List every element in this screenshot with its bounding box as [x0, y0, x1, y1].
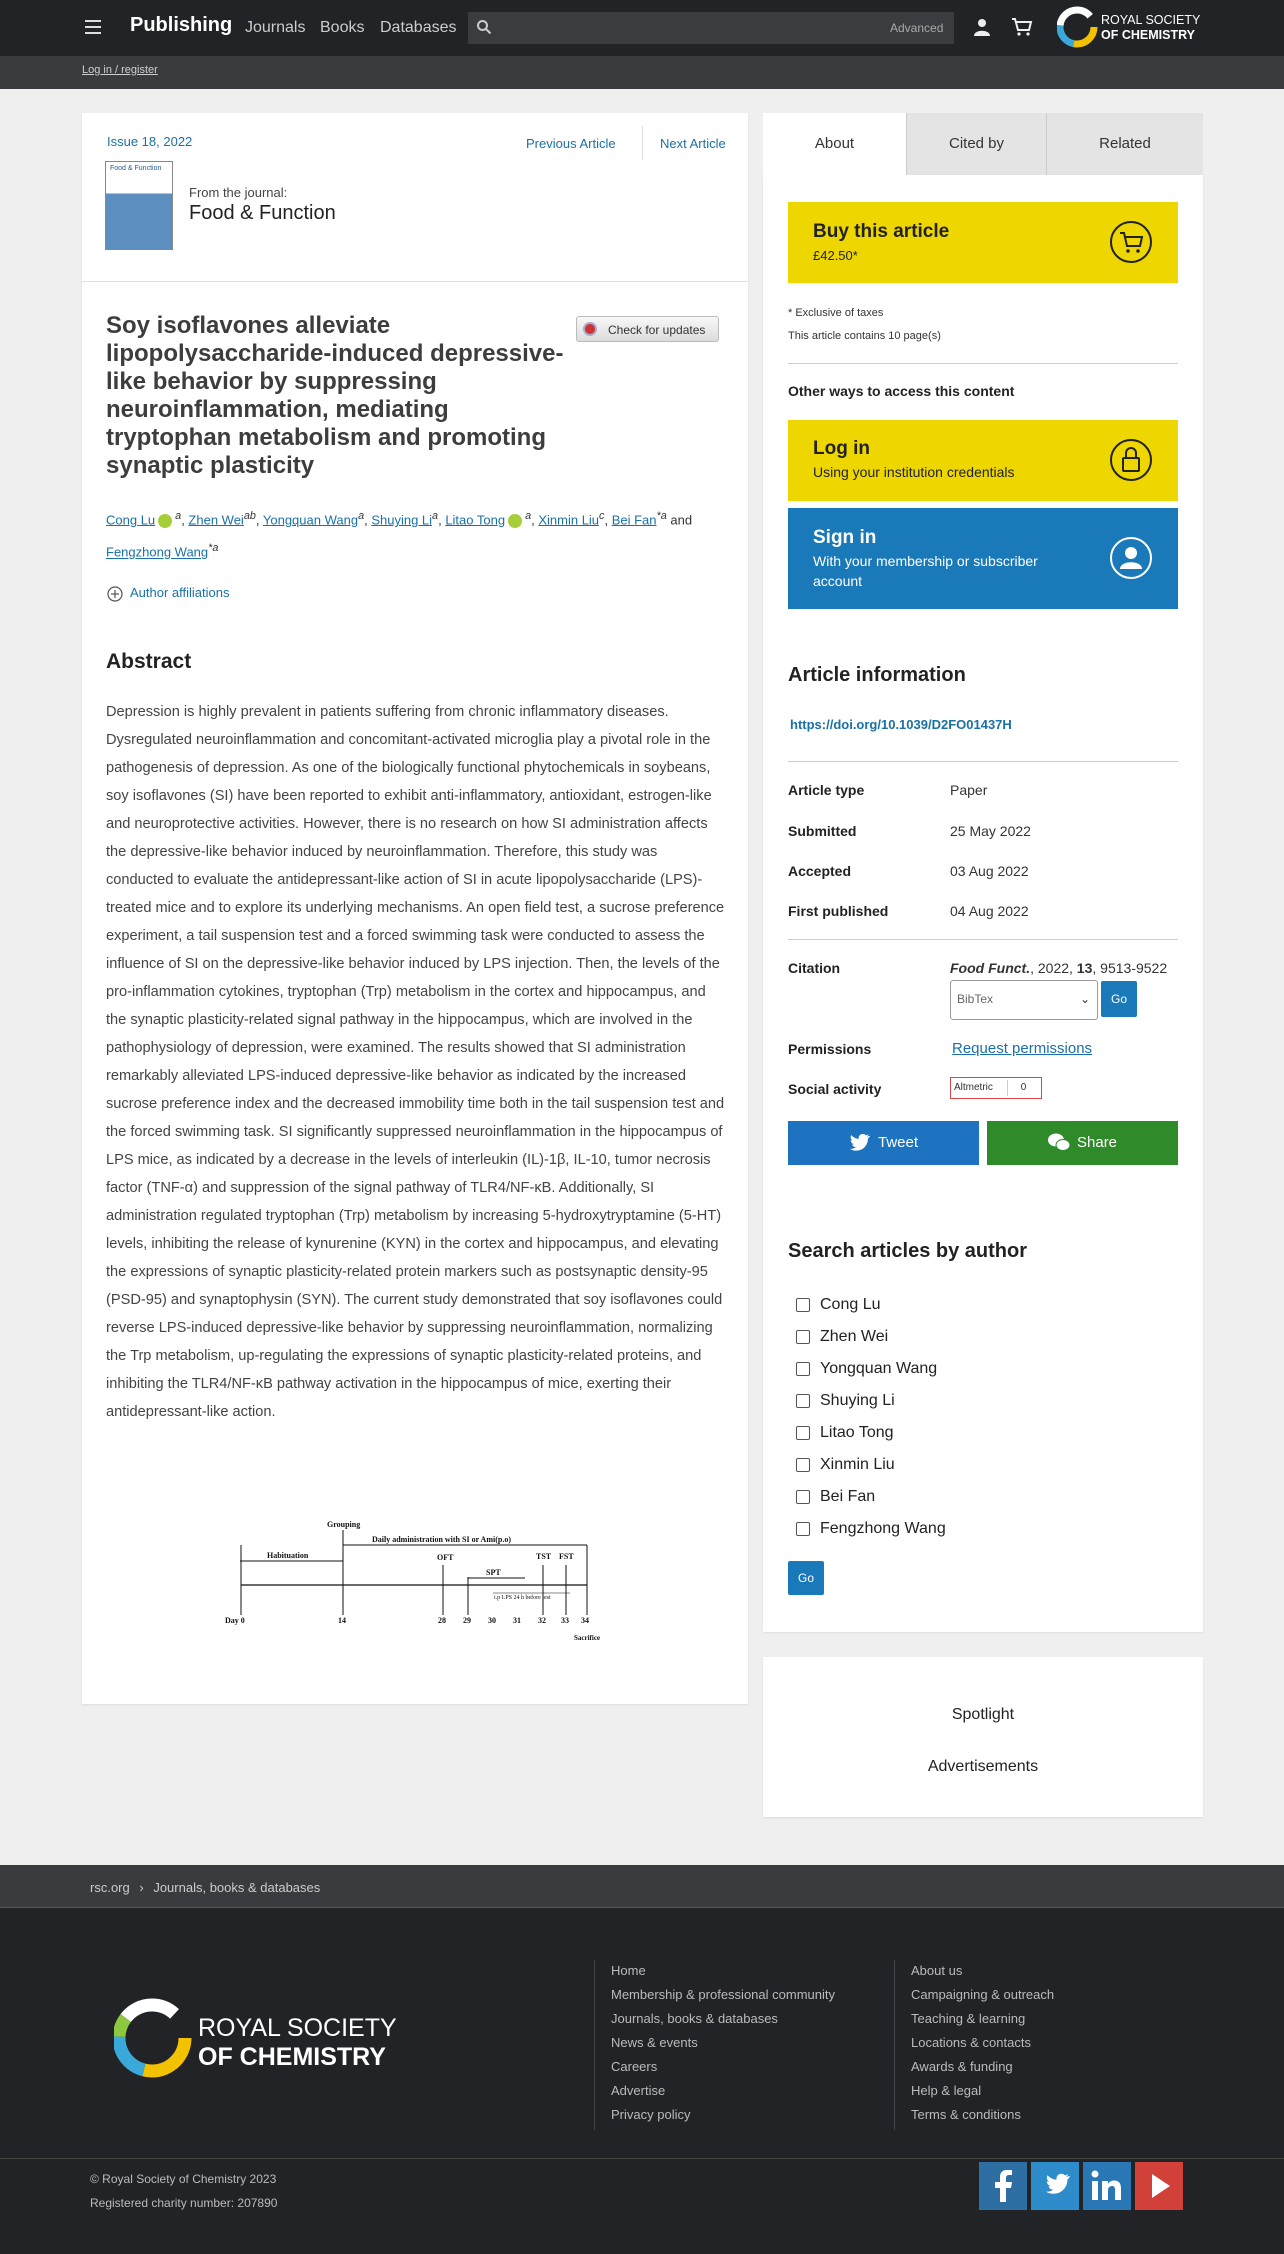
footer-link-home[interactable]: Home	[611, 1963, 646, 1978]
author-affiliation-sup: *a	[208, 542, 219, 555]
author-name: Xinmin Liu	[820, 1456, 895, 1473]
social-activity-label: Social activity	[788, 1081, 882, 1097]
fig-day14: 14	[338, 1616, 346, 1625]
footer-link-careers[interactable]: Careers	[611, 2059, 658, 2074]
footer-link-locations[interactable]: Locations & contacts	[911, 2035, 1031, 2050]
author-name: Fengzhong Wang	[820, 1520, 946, 1537]
divider	[594, 1960, 595, 2130]
twitter-icon	[850, 1134, 870, 1151]
footer-link-about[interactable]: About us	[911, 1963, 963, 1978]
fig-habituation: Habituation	[267, 1551, 309, 1560]
tab-cited-by[interactable]: Cited by	[906, 113, 1046, 175]
search-authors-go-button[interactable]: Go	[788, 1561, 824, 1595]
cover-title: Food & Function	[110, 165, 162, 172]
buy-title: Buy this article	[813, 221, 950, 242]
advertisements-label: Advertisements	[927, 1758, 1039, 1775]
altmetric-badge[interactable]	[950, 1077, 1042, 1099]
fig-spt: SPT	[486, 1568, 501, 1577]
divider	[642, 126, 643, 160]
author-name: Cong Lu	[820, 1296, 881, 1313]
check-for-updates-button[interactable]	[576, 316, 719, 342]
citation-journal: Food Funct.	[950, 960, 1031, 976]
tab-about[interactable]: About	[763, 113, 906, 175]
altmetric-count: 0	[1007, 1080, 1039, 1096]
search-icon[interactable]	[476, 19, 492, 35]
tweet-label: Tweet	[878, 1134, 919, 1151]
orcid-icon[interactable]	[508, 514, 522, 528]
publishing-brand[interactable]: Publishing	[130, 14, 233, 36]
author-link[interactable]: Xinmin Liu	[538, 512, 600, 528]
author-link[interactable]: Shuying Li	[371, 512, 433, 528]
author-checkbox[interactable]	[796, 1490, 810, 1504]
tweet-button[interactable]	[788, 1121, 979, 1165]
rsc-logo-top[interactable]	[1057, 6, 1205, 48]
author-link[interactable]: Zhen Wei	[188, 512, 244, 528]
sidebar-tabs	[763, 113, 1203, 175]
copyright-text: © Royal Society of Chemistry 2023	[90, 2172, 277, 2186]
twitter-icon[interactable]	[1031, 2162, 1079, 2210]
footer-link-membership[interactable]: Membership & professional community	[611, 1987, 835, 2002]
divider	[788, 761, 1178, 762]
permissions-label: Permissions	[788, 1041, 872, 1057]
author-checkbox[interactable]	[796, 1458, 810, 1472]
divider	[894, 1960, 895, 2130]
author-affiliation-sup: *a	[656, 510, 667, 522]
footer-logo-text-2: OF CHEMISTRY	[198, 2043, 386, 2071]
footer-link-privacy[interactable]: Privacy policy	[611, 2107, 691, 2122]
issue-link[interactable]: Issue 18, 2022	[107, 134, 193, 149]
share-label: Share	[1077, 1134, 1118, 1151]
doi-link[interactable]: https://doi.org/10.1039/D2FO01437H	[790, 717, 1012, 732]
footer-link-advertise[interactable]: Advertise	[611, 2083, 666, 2098]
submitted-label: Submitted	[788, 823, 857, 839]
author-link[interactable]: Yongquan Wang	[262, 512, 359, 528]
author-affiliation-sup: c	[599, 510, 605, 522]
author-affiliation-sup: a	[525, 510, 532, 522]
footer-link-terms[interactable]: Terms & conditions	[911, 2107, 1021, 2122]
lock-icon	[1109, 438, 1153, 482]
request-permissions-link[interactable]: Request permissions	[952, 1040, 1093, 1057]
and-word: and	[670, 512, 693, 528]
signin-subtitle: With your membership or subscriber account	[813, 553, 1038, 589]
fig-daily: Daily administration with SI or Ami(p.o)	[372, 1535, 511, 1544]
previous-article-link[interactable]: Previous Article	[526, 136, 616, 151]
user-icon[interactable]	[972, 17, 992, 37]
logo-text-2: OF CHEMISTRY	[1101, 28, 1195, 42]
fig-oft: OFT	[437, 1553, 454, 1562]
cart-icon[interactable]	[1011, 17, 1033, 37]
nav-databases[interactable]: Databases	[380, 19, 457, 36]
author-affiliation-sup: a	[432, 510, 439, 522]
author-link[interactable]: Litao Tong	[445, 512, 506, 528]
signin-title: Sign in	[813, 527, 877, 548]
footer-link-news[interactable]: News & events	[611, 2035, 698, 2050]
from-journal-label: From the journal:	[189, 185, 288, 200]
fig-day33: 33	[561, 1616, 569, 1625]
pages-note: This article contains 10 page(s)	[788, 330, 941, 342]
fig-lps: i.p LPS 24 h before test	[494, 1595, 551, 1601]
search-input[interactable]	[468, 12, 954, 44]
article-information-heading: Article information	[788, 664, 966, 686]
citation-value	[950, 960, 1167, 976]
fig-fst: FST	[559, 1552, 574, 1561]
youtube-icon[interactable]	[1135, 2162, 1183, 2210]
submitted-value: 25 May 2022	[950, 823, 1031, 839]
abstract-heading: Abstract	[106, 650, 192, 673]
fig-sacrifice: Sacrifice	[574, 1634, 601, 1642]
fig-day31: 31	[513, 1616, 521, 1625]
nav-journals[interactable]: Journals	[245, 19, 306, 36]
footer-link-campaigning[interactable]: Campaigning & outreach	[911, 1987, 1055, 2002]
author-name: Shuying Li	[820, 1392, 895, 1409]
breadcrumb-rsc[interactable]: rsc.org	[90, 1880, 130, 1895]
author-checkbox[interactable]	[796, 1298, 810, 1312]
footer-link-teaching[interactable]: Teaching & learning	[911, 2011, 1026, 2026]
sub-bar	[0, 56, 1284, 89]
orcid-icon[interactable]	[158, 514, 172, 528]
check-updates-label: Check for updates	[608, 323, 706, 337]
accepted-value: 03 Aug 2022	[950, 863, 1029, 879]
linkedin-icon[interactable]	[1083, 2162, 1131, 2210]
nav-books[interactable]: Books	[320, 19, 365, 36]
login-title: Log in	[813, 438, 870, 459]
journal-name[interactable]: Food & Function	[189, 202, 336, 224]
login-subtitle: Using your institution credentials	[813, 464, 1015, 480]
fig-day28: 28	[438, 1616, 446, 1625]
spotlight-label: Spotlight	[951, 1706, 1015, 1723]
author-checkbox[interactable]	[796, 1362, 810, 1376]
abstract-text: Depression is highly prevalent in patients suffering from chronic inflammatory diseases. Dysregulated neuroinflammation and concomitant-activated microglia play a pivotal role in the pathogenesis of depression. As one of the biologically functional phytochemicals in soybeans, soy isoflavones (SI) have been reported to exhibit anti-inflammatory, antioxidant, estrogen-like and neuroprotective activities. However, there is no research on how SI administration affects the depressive-like behavior induced by neuroinflammation. Therefore, this study was conducted to evaluate the antidepressant-like action of SI in acute lipopolysaccharide (LPS)-treated mice and to explore its underlying mechanisms. An open field test, a sucrose preference experiment, a tail suspension test and a forced swimming task were conducted to assess the influence of SI on the depressive-like behavior induced by LPS injection. Then, the levels of the pro-inflammation cytokines, tryptophan (Trp) metabolism in the cortex and hippocampus, and the synaptic plasticity-related signal pathway in the hippocampus, which are involved in the pathophysiology of depression, were examined. The results showed that SI administration remarkably alleviated LPS-induced depressive-like behavior as indicated by the increased sucrose preference index and the decreased immobility time both in the tail suspension test and the forced swimming task. SI significantly suppressed neuroinflammation in the hippocampus of LPS mice, as indicated by a decrease in the levels of interleukin (IL)-1β, IL-10, tumor necrosis factor (TNF-α) and suppression of the signal pathway of TLR4/NF-κB. Additionally, SI administration regulated tryptophan (Trp) metabolism by increasing 5-hydroxytryptamine (5-HT) levels, inhibiting the release of kynurenine (KYN) in the cortex and hippocampus, and elevating the expressions of synaptic plasticity-related protein markers such as postsynaptic density-95 (PSD-95) and synaptophysin (SYN). The current study demonstrated that soy isoflavones could reverse LPS-induced depressive-like behavior by suppressing neuroinflammation, normalizing the Trp metabolism, up-regulating the expressions of synaptic plasticity-related proteins, and inhibiting the TLR4/NF-κB pathway activation in the hippocampus of mice, exerting their antidepressant-like action.	[106, 704, 725, 1420]
author-name: Zhen Wei	[820, 1328, 889, 1345]
divider	[788, 939, 1178, 940]
author-affiliation-sup: a	[175, 510, 182, 522]
footer-logo-text-1: ROYAL SOCIETY	[198, 2014, 397, 2042]
advanced-search-link[interactable]: Advanced	[890, 21, 944, 35]
buy-price: £42.50*	[813, 248, 858, 263]
fig-day34: 34	[581, 1616, 589, 1625]
first-published-label: First published	[788, 903, 889, 919]
author-affiliation-sup: a	[358, 510, 365, 522]
breadcrumb-journals[interactable]: Journals, books & databases	[153, 1880, 321, 1895]
expand-plus-icon[interactable]	[107, 586, 123, 602]
author-checkbox[interactable]	[796, 1394, 810, 1408]
citation-label: Citation	[788, 960, 841, 976]
citation-year: , 2022,	[1030, 960, 1077, 976]
author-checkbox[interactable]	[796, 1426, 810, 1440]
author-affiliation-sup: ab	[243, 510, 256, 522]
accepted-label: Accepted	[788, 863, 852, 879]
author-list: Cong Lu $^a$, Zhen Wei$^{ab}$, Yongquan Wang$^a$, Shuying Li$^a$, Litao Tong $^a$, Xinmin Liu$^c$, Bei Fan$^{*a}$ and Fengzhong Wang$^{*a}$	[106, 510, 693, 560]
graphical-abstract-figure[interactable]	[225, 1515, 610, 1645]
footer-breadcrumb	[90, 1880, 320, 1895]
author-name: Litao Tong	[820, 1424, 894, 1441]
tab-related[interactable]: Related	[1046, 113, 1203, 175]
fig-day0: Day 0	[225, 1616, 245, 1625]
footer-link-journals[interactable]: Journals, books & databases	[611, 2011, 778, 2026]
author-checkbox[interactable]	[796, 1330, 810, 1344]
breadcrumb-separator: ›	[139, 1880, 144, 1895]
exclusive-taxes-note: * Exclusive of taxes	[788, 307, 884, 319]
article-title: Soy isoflavones alleviate lipopolysaccharide-induced depressive-like behavior by suppressing neuroinflammation, mediating tryptophan metabolism and promoting synaptic plasticity	[106, 312, 564, 479]
citation-pages: , 9513-9522	[1092, 960, 1168, 976]
divider	[0, 2158, 1284, 2159]
menu-icon[interactable]	[85, 20, 101, 34]
rsc-logo-footer[interactable]	[114, 1995, 424, 2081]
article-type-label: Article type	[788, 782, 865, 798]
crossmark-icon	[583, 322, 597, 336]
fig-day30: 30	[488, 1616, 496, 1625]
citation-format-select[interactable]	[950, 980, 1098, 1020]
fig-grouping: Grouping	[327, 1520, 361, 1529]
first-published-value: 04 Aug 2022	[950, 903, 1029, 919]
citation-volume: 13	[1076, 960, 1093, 976]
search-by-author-heading: Search articles by author	[788, 1240, 1027, 1262]
charity-number: Registered charity number: 207890	[90, 2196, 278, 2210]
login-register-link[interactable]: Log in / register	[82, 64, 158, 76]
altmetric-label: Altmetric	[954, 1082, 993, 1093]
footer-link-help[interactable]: Help & legal	[911, 2083, 982, 2098]
other-ways-heading: Other ways to access this content	[788, 383, 1015, 399]
divider	[82, 281, 748, 282]
cart-icon	[1109, 220, 1153, 264]
citation-format-value: BibTex	[957, 992, 994, 1006]
citation-go-button[interactable]: Go	[1101, 981, 1137, 1017]
user-icon	[1109, 536, 1153, 580]
author-name: Bei Fan	[820, 1488, 876, 1505]
share-button[interactable]	[987, 1121, 1178, 1165]
author-link[interactable]: Cong Lu	[106, 512, 156, 528]
divider	[788, 363, 1178, 364]
facebook-icon[interactable]	[979, 2162, 1027, 2210]
fig-tst: TST	[536, 1552, 552, 1561]
author-link[interactable]: Bei Fan	[611, 512, 657, 528]
spotlight-card	[763, 1657, 1203, 1817]
author-checkbox[interactable]	[796, 1522, 810, 1536]
author-affiliations-toggle[interactable]: Author affiliations	[130, 585, 230, 600]
footer-link-awards[interactable]: Awards & funding	[911, 2059, 1013, 2074]
wechat-icon	[1047, 1132, 1071, 1152]
fig-day29: 29	[463, 1616, 471, 1625]
article-type-value: Paper	[950, 782, 988, 798]
next-article-link[interactable]: Next Article	[660, 136, 726, 151]
logo-text-1: ROYAL SOCIETY	[1101, 13, 1201, 27]
journal-cover-image[interactable]	[105, 161, 173, 250]
author-link[interactable]: Fengzhong Wang	[106, 544, 209, 560]
author-name: Yongquan Wang	[820, 1360, 938, 1377]
fig-day32: 32	[538, 1616, 546, 1625]
chevron-down-icon: ⌄	[1079, 992, 1090, 1006]
